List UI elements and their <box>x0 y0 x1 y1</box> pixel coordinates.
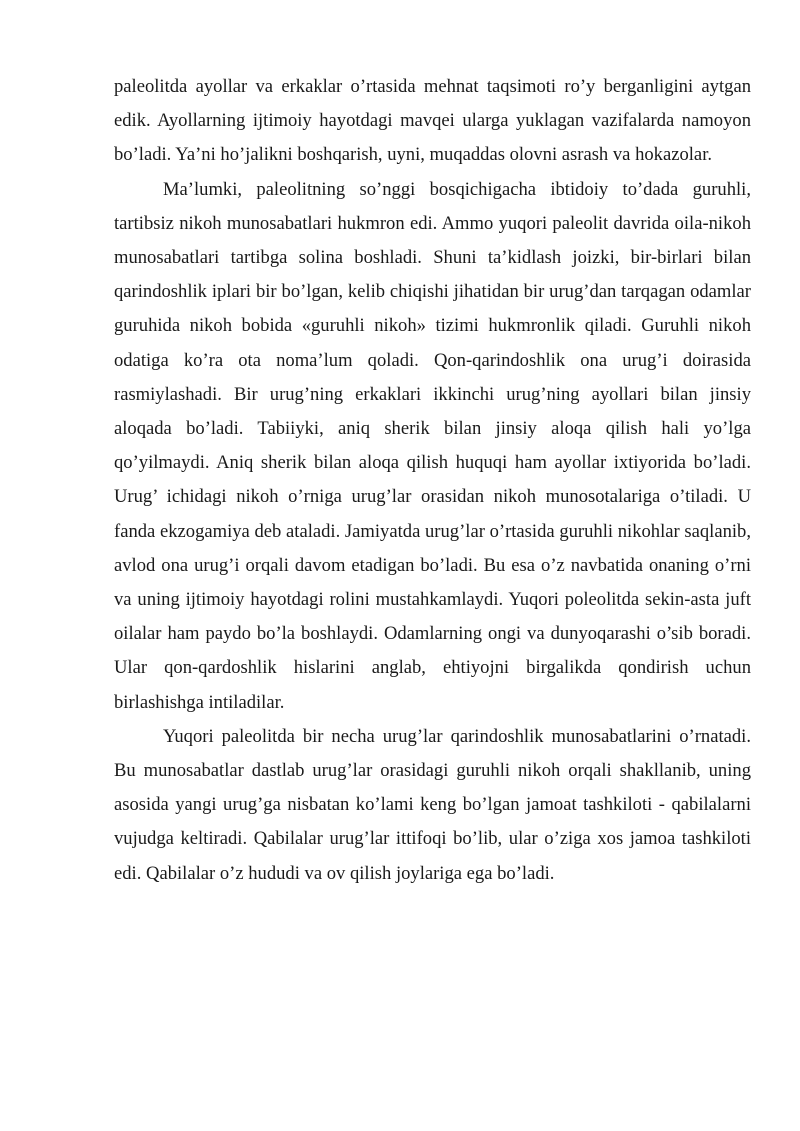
document-body <box>114 70 751 891</box>
paragraph-1: paleolitda ayollar va erkaklar o’rtasida mehnat taqsimoti ro’y berganligini aytgan edik. Ayollarning ijtimoiy hayotdagi mavqei ularga yuklagan vazifalarda namoyon bo’ladi. Ya’ni ho’jalikni boshqarish, uyni, muqaddas olovni asrash va hokazolar. <box>114 76 751 166</box>
paragraph-3: Yuqori paleolitda bir necha urug’lar qarindoshlik munosabatlarini o’rnatadi. Bu munosabatlar dastlab urug’lar orasidagi guruhli nikoh orqali shakllanib, uning asosida yangi urug’ga nisbatan ko’lami keng bo’lgan jamoat tashkiloti - qabilalarni vujudga keltiradi. Qabilalar urug’lar ittifoqi bo’lib, ular o’ziga xos jamoa tashkiloti edi. Qabilalar o’z hududi va ov qilish joylariga ega bo’ladi. <box>114 725 751 884</box>
paragraph-2: Ma’lumki, paleolitning so’nggi bosqichigacha ibtidoiy to’dada guruhli, tartibsiz nikoh munosabatlari hukmron edi. Ammo yuqori paleolit davrida oila-nikoh munosabatlari tartibga solina boshladi. Shuni ta’kidlash joizki, bir-birlari bilan qarindoshlik iplari bir bo’lgan, kelib chiqishi jihatidan bir urug’dan tarqagan odamlar guruhida nikoh bobida «guruhli nikoh» tizimi hukmronlik qiladi. Guruhli nikoh odatiga ko’ra ota noma’lum qoladi. Qon-qarindoshlik ona urug’i doirasida rasmiylashadi. Bir urug’ning erkaklari ikkinchi urug’ning ayollari bilan jinsiy aloqada bo’ladi. Tabiiyki, aniq sherik bilan jinsiy aloqa qilish hali yo’lga qo’yilmaydi. Aniq sherik bilan aloqa qilish huquqi ham ayollar ixtiyorida bo’ladi. Urug’ ichidagi nikoh o’rniga urug’lar orasidan nikoh munosotalariga o’tiladi. U fanda ekzogamiya deb ataladi. Jamiyatda urug’lar o’rtasida guruhli nikohlar saqlanib, avlod ona urug’i orqali davom etadigan bo’ladi. Bu esa o’z navbatida onaning o’rni va uning ijtimoiy hayotdagi rolini mustahkamlaydi. Yuqori poleolitda sekin-asta juft oilalar ham paydo bo’la boshlaydi. Odamlarning ongi va dunyoqarashi o’sib boradi. Ular qon-qardoshlik hislarini anglab, ehtiyojni birgalikda qondirish uchun birlashishga intiladilar. <box>114 178 751 713</box>
